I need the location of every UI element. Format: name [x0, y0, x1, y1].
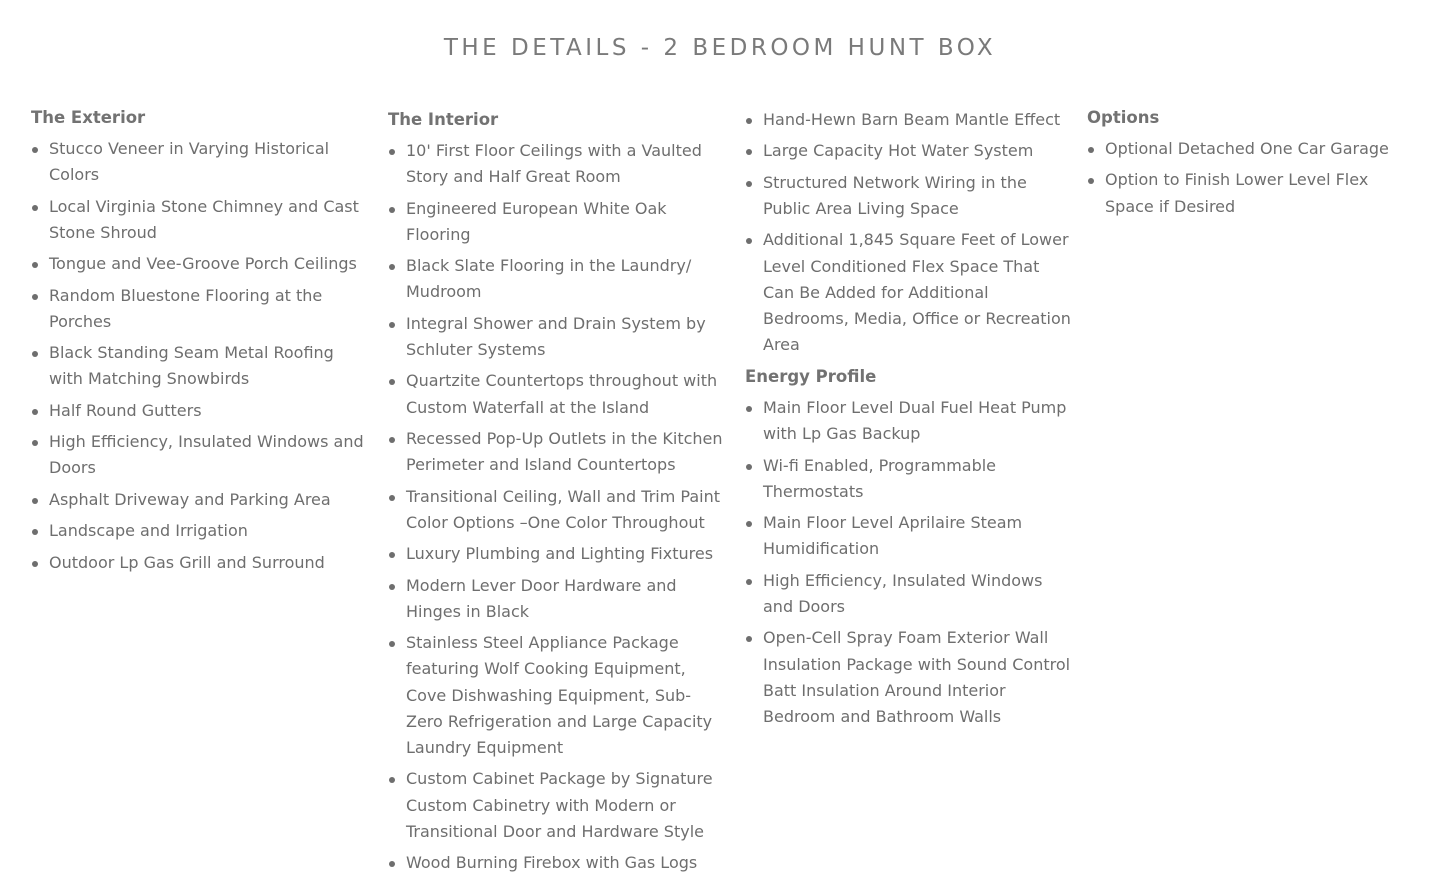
list-item: Large Capacity Hot Water System [745, 138, 1075, 164]
list-item: Quartzite Countertops throughout with Custom Waterfall at the Island [388, 368, 726, 420]
list-item: High Efficiency, Insulated Windows and Doors [31, 429, 366, 481]
list-item: Asphalt Driveway and Parking Area [31, 487, 366, 513]
interior-heading: The Interior [388, 110, 499, 129]
list-item: Optional Detached One Car Garage [1087, 136, 1417, 162]
list-item: Hand-Hewn Barn Beam Mantle Effect [745, 107, 1075, 133]
list-item: Landscape and Irrigation [31, 518, 366, 544]
exterior-heading: The Exterior [31, 108, 146, 127]
list-item: Stucco Veneer in Varying Historical Colors [31, 136, 366, 188]
options-heading: Options [1087, 108, 1160, 127]
list-item: Wood Burning Firebox with Gas Logs [388, 850, 726, 876]
page-title: THE DETAILS - 2 BEDROOM HUNT BOX [443, 35, 997, 61]
list-item: Outdoor Lp Gas Grill and Surround [31, 550, 366, 576]
list-item: Recessed Pop-Up Outlets in the Kitchen Perimeter and Island Countertops [388, 426, 726, 478]
list-item: Tongue and Vee-Groove Porch Ceilings [31, 251, 366, 277]
list-item: Engineered European White Oak Flooring [388, 196, 726, 248]
list-item: Random Bluestone Flooring at the Porches [31, 283, 366, 335]
exterior-list [31, 136, 366, 581]
list-item: Stainless Steel Appliance Package featuring Wolf Cooking Equipment, Cove Dishwashing Equipment, Sub-Zero Refrigeration and Large Capacity Laundry Equipment [388, 630, 726, 761]
list-item: Black Standing Seam Metal Roofing with Matching Snowbirds [31, 340, 366, 392]
list-item: Structured Network Wiring in the Public Area Living Space [745, 170, 1075, 222]
energy-list [745, 395, 1075, 735]
list-item: Black Slate Flooring in the Laundry/ Mudroom [388, 253, 726, 305]
list-item: Modern Lever Door Hardware and Hinges in Black [388, 573, 726, 625]
interior-list [388, 138, 726, 882]
list-item: Custom Cabinet Package by Signature Custom Cabinetry with Modern or Transitional Door and Hardware Style [388, 766, 726, 845]
list-item: 10' First Floor Ceilings with a Vaulted Story and Half Great Room [388, 138, 726, 190]
list-item: Main Floor Level Aprilaire Steam Humidification [745, 510, 1075, 562]
list-item: Transitional Ceiling, Wall and Trim Paint Color Options –One Color Throughout [388, 484, 726, 536]
energy-heading: Energy Profile [745, 367, 877, 386]
list-item: Integral Shower and Drain System by Schluter Systems [388, 311, 726, 363]
interior-continued-list [745, 107, 1075, 364]
list-item: Local Virginia Stone Chimney and Cast Stone Shroud [31, 194, 366, 246]
list-item: Luxury Plumbing and Lighting Fixtures [388, 541, 726, 567]
list-item: Half Round Gutters [31, 398, 366, 424]
options-list [1087, 136, 1417, 225]
list-item: Option to Finish Lower Level Flex Space if Desired [1087, 167, 1417, 219]
list-item: Wi-fi Enabled, Programmable Thermostats [745, 453, 1075, 505]
list-item: High Efficiency, Insulated Windows and Doors [745, 568, 1075, 620]
list-item: Additional 1,845 Square Feet of Lower Level Conditioned Flex Space That Can Be Added for Additional Bedrooms, Media, Office or Recreation Area [745, 227, 1075, 358]
list-item: Open-Cell Spray Foam Exterior Wall Insulation Package with Sound Control Batt Insulation Around Interior Bedroom and Bathroom Walls [745, 625, 1075, 730]
list-item: Main Floor Level Dual Fuel Heat Pump with Lp Gas Backup [745, 395, 1075, 447]
